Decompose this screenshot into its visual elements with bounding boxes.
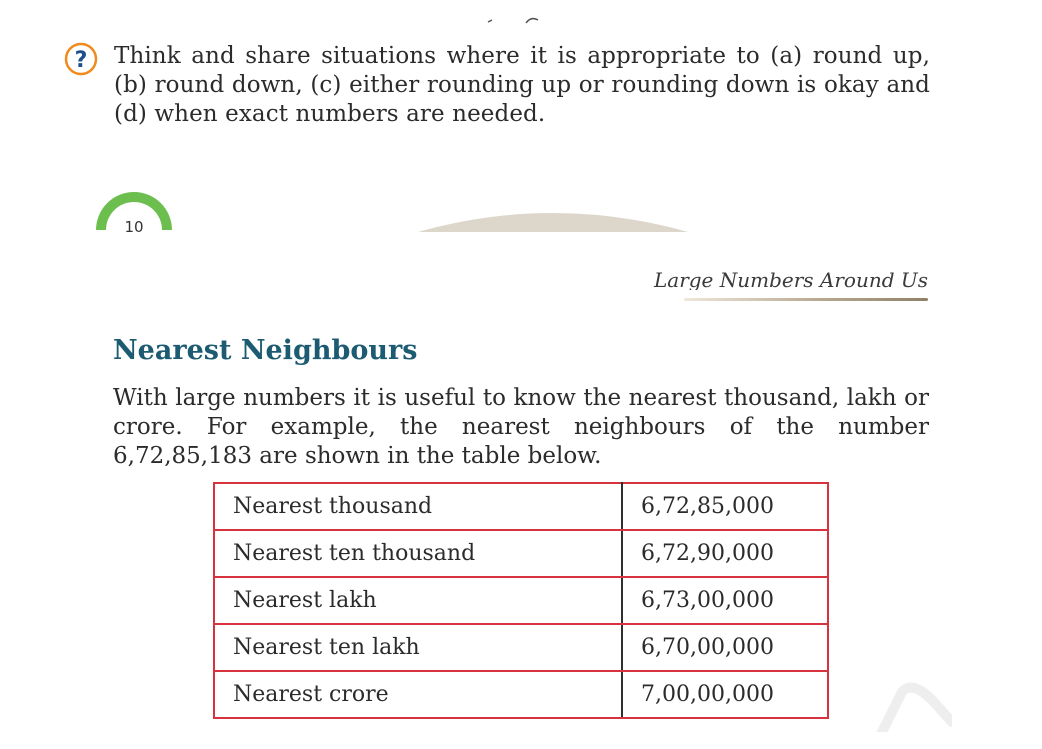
row-value: 6,72,85,000 [622, 483, 828, 530]
question-mark-icon [64, 42, 98, 76]
running-header: Large Numbers Around Us [653, 268, 928, 290]
svg-text:?: ? [74, 48, 88, 73]
row-value: 6,72,90,000 [622, 530, 828, 577]
header-rule [684, 298, 928, 301]
row-value: 6,73,00,000 [622, 577, 828, 624]
row-value: 6,70,00,000 [622, 624, 828, 671]
nearest-neighbours-table [213, 482, 829, 719]
page-number: 10 [124, 218, 144, 232]
row-label: Nearest lakh [214, 577, 622, 624]
decorative-arc [418, 208, 688, 232]
page-fragment-mark [486, 14, 546, 24]
row-value: 7,00,00,000 [622, 671, 828, 718]
row-label: Nearest ten lakh [214, 624, 622, 671]
table-row [214, 483, 828, 530]
decorative-corner-mark [872, 672, 952, 732]
think-and-share-text: Think and share situations where it is appropriate to (a) round up, (b) round down, (c) either rounding up or rounding down is okay and (d) when exact numbers are needed. [114, 43, 930, 127]
section-title: Nearest Neighbours [113, 335, 418, 366]
table-row [214, 577, 828, 624]
row-label: Nearest ten thousand [214, 530, 622, 577]
row-label: Nearest crore [214, 671, 622, 718]
row-label: Nearest thousand [214, 483, 622, 530]
table-row [214, 530, 828, 577]
page-number-badge [94, 188, 174, 232]
section-paragraph: With large numbers it is useful to know the nearest thousand, lakh or crore. For example, the nearest neighbours of the number 6,72,85,183 are shown in the table below. [113, 385, 929, 469]
table-row [214, 624, 828, 671]
table-row [214, 671, 828, 718]
